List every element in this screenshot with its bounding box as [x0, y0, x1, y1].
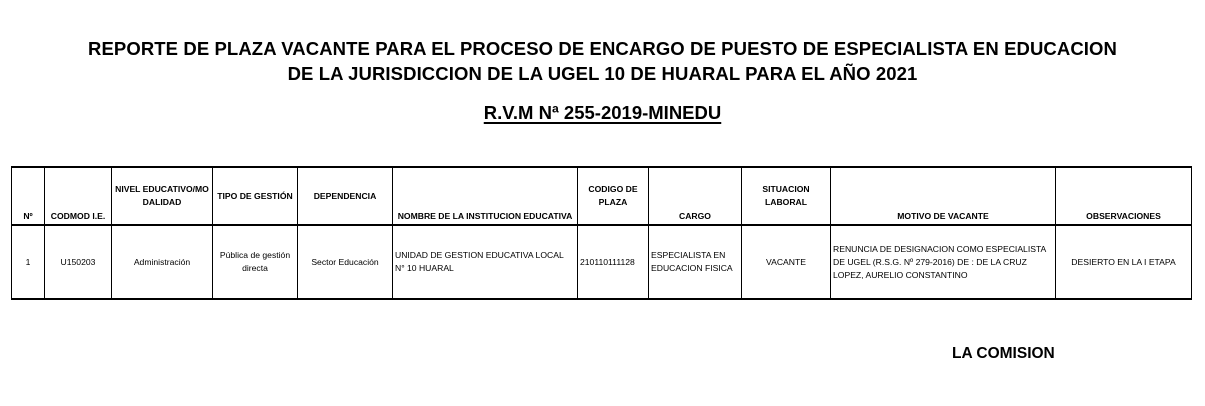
header-codmod: CODMOD I.E.: [45, 167, 112, 225]
resolution-heading: [0, 101, 1205, 125]
report-title-line-2: DE LA JURISDICCION DE LA UGEL 10 DE HUARAL PARA EL AÑO 2021: [287, 63, 918, 84]
cell-tipo-gestion: Pública de gestión directa: [213, 225, 298, 299]
header-observaciones: OBSERVACIONES: [1056, 167, 1192, 225]
cell-cargo: ESPECIALISTA EN EDUCACION FISICA: [649, 225, 742, 299]
cell-observaciones: DESIERTO EN LA I ETAPA: [1056, 225, 1192, 299]
header-cargo: CARGO: [649, 167, 742, 225]
header-tipo-gestion: TIPO DE GESTIÓN: [213, 167, 298, 225]
header-dependencia: DEPENDENCIA: [298, 167, 393, 225]
header-num: Nº: [12, 167, 45, 225]
header-situacion: SITUACION LABORAL: [742, 167, 831, 225]
report-title-line-1: REPORTE DE PLAZA VACANTE PARA EL PROCESO DE ENCARGO DE PUESTO DE ESPECIALISTA EN EDUCACION: [87, 38, 1117, 59]
header-codigo-plaza: CODIGO DE PLAZA: [578, 167, 649, 225]
header-nivel: NIVEL EDUCATIVO/MODALIDAD: [112, 167, 213, 225]
cell-nivel: Administración: [112, 225, 213, 299]
report-title: [0, 36, 1205, 86]
cell-situacion: VACANTE: [742, 225, 831, 299]
header-motivo: MOTIVO DE VACANTE: [831, 167, 1056, 225]
commission-signature: LA COMISION: [952, 345, 1055, 362]
cell-institucion: UNIDAD DE GESTION EDUCATIVA LOCAL N° 10 HUARAL: [393, 225, 578, 299]
cell-num: 1: [12, 225, 45, 299]
vacancy-table: [11, 166, 1192, 300]
cell-codmod: U150203: [45, 225, 112, 299]
table-header-row: [12, 167, 1192, 225]
header-institucion: NOMBRE DE LA INSTITUCION EDUCATIVA: [393, 167, 578, 225]
resolution-number: R.V.M Nª 255-2019-MINEDU: [483, 102, 722, 123]
cell-codigo-plaza: 210110111128: [578, 225, 649, 299]
table-row: [12, 225, 1192, 299]
cell-dependencia: Sector Educación: [298, 225, 393, 299]
cell-motivo: RENUNCIA DE DESIGNACION COMO ESPECIALISTA DE UGEL (R.S.G. Nº 279-2016) DE : DE LA CRUZ LOPEZ, AURELIO CONSTANTINO: [831, 225, 1056, 299]
